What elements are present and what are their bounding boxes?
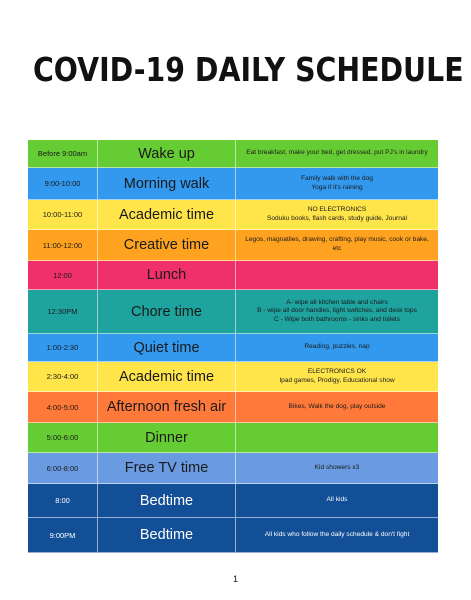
row-time: 12:00: [28, 261, 98, 289]
schedule-row-quiet-time: [28, 334, 438, 362]
row-details: [236, 261, 438, 289]
row-time: 10:00-11:00: [28, 200, 98, 229]
row-details: Reading, puzzles, nap: [304, 343, 370, 351]
schedule-row-wake-up: [28, 140, 438, 168]
row-details: ELECTRONICS OK Ipad games, Prodigy, Educational show: [279, 367, 395, 384]
row-activity: Creative time: [98, 230, 236, 260]
row-details: All kids: [326, 496, 348, 504]
schedule-row-creative-time: [28, 230, 438, 261]
schedule-row-chore-time: [28, 290, 438, 334]
schedule-row-lunch: [28, 261, 438, 290]
page-number: 1: [232, 574, 238, 584]
row-activity: Bedtime: [98, 518, 236, 552]
schedule-row-free-tv-time: [28, 453, 438, 484]
row-activity: Chore time: [98, 290, 236, 333]
row-details: Bikes, Walk the dog, play outside: [288, 402, 386, 410]
row-time: 4:00-5:00: [28, 392, 98, 422]
row-activity: Dinner: [98, 423, 236, 452]
schedule-row-academic-time-2: [28, 362, 438, 392]
schedule-row-afternoon-fresh-air: [28, 392, 438, 423]
row-details: Family walk with the dog Yoga if it's raining: [301, 174, 373, 191]
row-details: NO ELECTRONICS Soduku books, flash cards, study guide, Journal: [266, 205, 408, 222]
row-time: 9:00-10:00: [28, 168, 98, 199]
row-time: Before 9:00am: [28, 140, 98, 167]
page-title: COVID-19 DAILY SCHEDULE: [32, 50, 464, 89]
row-details: Eat breakfast, make your bed, get dressed, put PJ's in laundry: [246, 149, 428, 157]
row-activity: Wake up: [98, 140, 236, 167]
row-time: 12:30PM: [28, 290, 98, 333]
schedule-row-bedtime-2: [28, 518, 438, 553]
schedule-row-academic-time-1: [28, 200, 438, 230]
row-time: 8:00: [28, 484, 98, 517]
row-time: 5:00-6:00: [28, 423, 98, 452]
row-activity: Free TV time: [98, 453, 236, 483]
schedule-row-dinner: [28, 423, 438, 453]
row-activity: Morning walk: [98, 168, 236, 199]
row-time: 1:00-2:30: [28, 334, 98, 361]
row-activity: Bedtime: [98, 484, 236, 517]
row-details: [236, 423, 438, 452]
row-activity: Afternoon fresh air: [98, 392, 236, 422]
row-details: All kids who follow the daily schedule & don't fight: [264, 530, 410, 538]
row-details: A- wipe all kitchen table and chairs B - wipe all door handles, light switches, and desk tops C - Wipe both bathrooms - sinks and toilets: [257, 298, 417, 323]
row-activity: Academic time: [98, 362, 236, 391]
row-activity: Quiet time: [98, 334, 236, 361]
schedule-row-morning-walk: [28, 168, 438, 200]
schedule-table: [28, 140, 438, 553]
schedule-row-bedtime-1: [28, 484, 438, 518]
row-activity: Academic time: [98, 200, 236, 229]
row-details: Legos, magnatiles, drawing, crafting, play music, cook or bake, etc: [245, 236, 429, 252]
row-time: 11:00-12:00: [28, 230, 98, 260]
row-time: 9:00PM: [28, 518, 98, 552]
row-details: Kid showers x3: [314, 463, 360, 471]
row-time: 6:00-8:00: [28, 453, 98, 483]
row-time: 2:30-4:00: [28, 362, 98, 391]
row-activity: Lunch: [98, 261, 236, 289]
